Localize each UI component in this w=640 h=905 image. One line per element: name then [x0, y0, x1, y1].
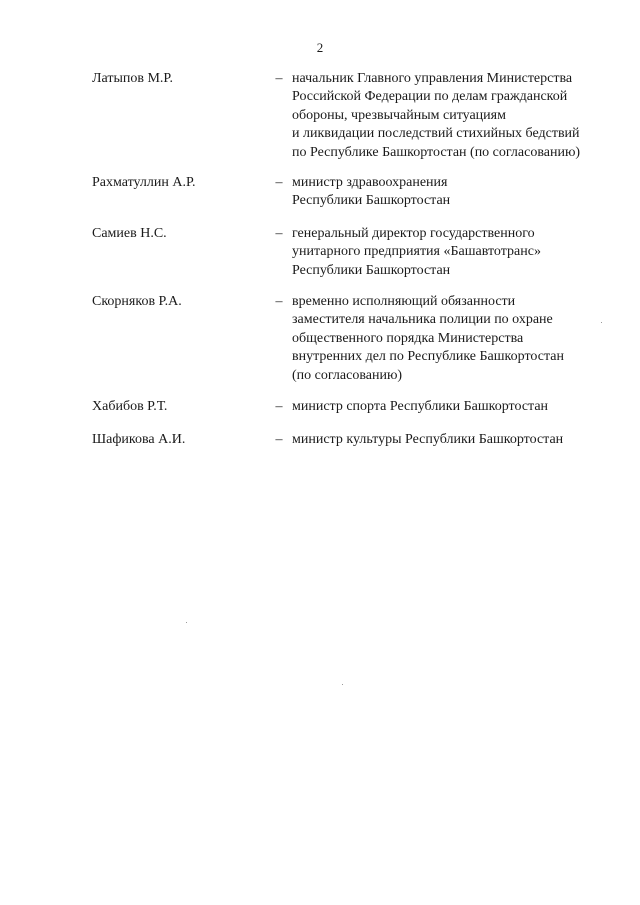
- position-line: (по согласованию): [292, 367, 403, 383]
- position-line: министр здравоохранения: [292, 175, 448, 190]
- position-line: Республики Башкортостан: [292, 193, 451, 209]
- member-name: Шафикова А.И.: [92, 432, 186, 447]
- member-name: Самиев Н.С.: [92, 226, 167, 241]
- position-line: Республики Башкортостан: [292, 262, 451, 278]
- member-position: [292, 225, 612, 280]
- position-line: по Республике Башкортостан (по согласованию): [292, 144, 581, 160]
- position-line: внутренних дел по Республике Башкортостан: [292, 349, 564, 365]
- member-name: Хабибов Р.Т.: [92, 399, 168, 414]
- page-number: 2: [316, 40, 324, 55]
- separator-dash: –: [275, 294, 283, 309]
- position-line: Российской Федерации по делам гражданской: [292, 89, 568, 105]
- position-line: заместителя начальника полиции по охране: [292, 312, 553, 328]
- position-line: начальник Главного управления Министерства: [292, 71, 573, 86]
- separator-dash: –: [275, 175, 283, 190]
- position-line: генеральный директор государственного: [292, 226, 535, 241]
- member-position: [292, 174, 612, 211]
- separator-dash: –: [275, 71, 283, 86]
- scan-speck: [186, 622, 187, 623]
- separator-dash: –: [275, 432, 283, 447]
- position-line: и ликвидации последствий стихийных бедствий: [292, 126, 580, 142]
- position-line: министр культуры Республики Башкортостан: [292, 432, 564, 447]
- separator-dash: –: [275, 226, 283, 241]
- member-name: Скорняков Р.А.: [92, 294, 182, 309]
- member-position: [292, 293, 612, 385]
- position-line: обороны, чрезвычайным ситуациям: [292, 107, 506, 123]
- member-position: [292, 70, 612, 162]
- position-line: временно исполняющий обязанности: [292, 294, 516, 309]
- member-name: Латыпов М.Р.: [92, 71, 173, 86]
- member-position: [292, 398, 612, 416]
- member-position: [292, 431, 612, 449]
- member-name: Рахматуллин А.Р.: [92, 175, 196, 190]
- scan-speck: [601, 322, 602, 323]
- scan-speck: [342, 684, 343, 685]
- position-line: общественного порядка Министерства: [292, 330, 524, 346]
- position-line: унитарного предприятия «Башавтотранс»: [292, 244, 541, 260]
- position-line: министр спорта Республики Башкортостан: [292, 399, 549, 414]
- separator-dash: –: [275, 399, 283, 414]
